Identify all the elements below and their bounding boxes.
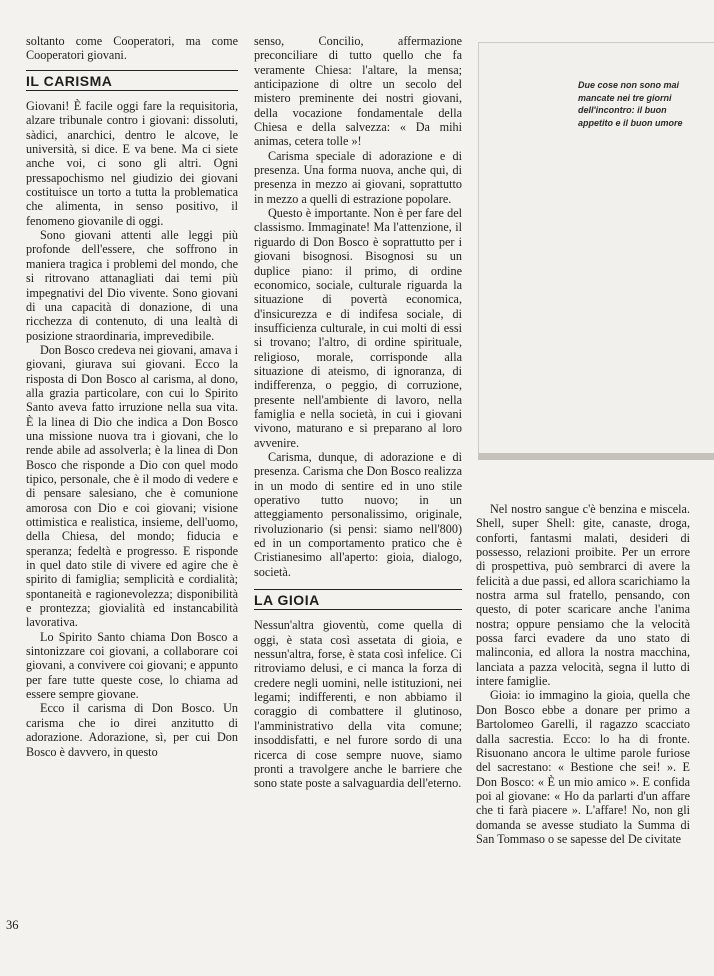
heading-la-gioia: LA GIOIA: [254, 589, 462, 610]
photo-caption: Due cose non sono mai mancate nei tre giorni dell'incontro: il buon appetito e il buon umore: [578, 80, 683, 128]
paragraph: Ecco il carisma di Don Bosco. Un carisma che io direi anzitutto di adorazione. Adorazione, sì, per cui Don Bosco è davvero, in questo: [26, 701, 238, 759]
column-middle: [254, 34, 462, 791]
paragraph: Nel nostro sangue c'è benzina e miscela. Shell, super Shell: gite, canaste, droga, conforti, fantasmi malati, desideri di possesso, relazioni proibite. Per un errore di prospettiva, può sembrarci di avere la felicità a due passi, ed allora scarichiamo la nostra arma sul fratello, pensando, con questo, di poter scaricare anche l'anima nostra; oppure pensiamo che la velocità possa farci evadere da uno stato di malinconia, ed allora la nostra macchina, lanciata a pazza velocità, segna il lutto di intere famiglie.: [476, 502, 690, 689]
paragraph: Gioia: io immagino la gioia, quella che Don Bosco ebbe a donare per primo a Bartolomeo Garelli, il ragazzo scacciato dalla sacrestia. Ecco: lo ha di fronte. Risuonano ancora le ultime parole furiose del sacrestano: « Bestione che sei! ». E Don Bosco: « È un mio amico ». E confida poi al giovane: « Ho da parlarti d'un affare che ti farà piacere ». L'affare! No, non gli domanda se avesse studiato la Summa di San Tommaso o se sapesse del De civitate: [476, 688, 690, 846]
paragraph: senso, Concilio, affermazione preconciliare di tutto quello che fa veramente Chiesa: l'altare, la mensa; anticipazione di oltre un secolo del mistero preminente dei nostri giovani, della vocazione fondamentale della Chiesa e della salvezza: « Da mihi animas, cetera tolle »!: [254, 34, 462, 149]
column-right: [476, 502, 690, 846]
page-number: 36: [6, 918, 19, 932]
paragraph: Giovani! È facile oggi fare la requisitoria, alzare tribunale contro i giovani: dissoluti, sàdici, anarchici, dentro le alcove, le università, si dice. E va bene. Ma ci siete anche voi, ci sono gli altri. Ogni pressapochismo nel giudizio dei giovani costituisce un torto a tutta la problematica che alimenta, in senso positivo, il fenomeno giovanile di oggi.: [26, 99, 238, 228]
intro-paragraph: soltanto come Cooperatori, ma come Cooperatori giovani.: [26, 34, 238, 63]
paragraph: Questo è importante. Non è per fare del classismo. Immaginate! Ma l'attenzione, il riguardo di Don Bosco è soprattutto per i giovani bisognosi. Bisognosi su un duplice piano: il primo, di ordine economico, sociale, culturale riguarda la situazione di povertà economica, d'insicurezza e di indifesa sociale, di insufficienza culturale, in cui molti di essi si trovano; l'altro, di ordine spirituale, religioso, morale, corrisponde alla situazione di ateismo, di ignoranza, di indifferenza, o peggio, di corruzione, presente nell'ambiente di lavoro, nella famiglia e nella società, in cui i giovani vivono, maturano e si preparano al loro avvenire.: [254, 206, 462, 450]
paragraph: Sono giovani attenti alle leggi più profonde dell'essere, che soffrono in maniera tragica i problemi del mondo, che si ritrovano attanagliati dai temi più impegnativi del Dio vivente. Sono giovani di una capacità di donazione, di una ricchezza di contenuto, di una lealtà di posizione straordinaria, imprevedibile.: [26, 228, 238, 343]
paragraph: Nessun'altra gioventù, come quella di oggi, è stata così assetata di gioia, e nessun'altra, forse, è stata così infelice. Ci ritroviamo delusi, e ci manca la forza di credere negli uomini, nelle istituzioni, nei legami; indifferenti, e non abbiamo il coraggio di combattere il glutinoso, l'amministrativo della vita comune; insoddisfatti, e nel furore sordo di una ricerca di cose sempre nuove, siamo pronti a travolgere anche le barriere che sono state poste a salvaguardia dell'eterno.: [254, 618, 462, 791]
paragraph: Lo Spirito Santo chiama Don Bosco a sintonizzare coi giovani, a collaborare coi giovani, a convivere coi giovani; e appunto per fare tutte queste cose, lo chiama ad essere sempre giovane.: [26, 629, 238, 702]
heading-il-carisma: IL CARISMA: [26, 70, 238, 91]
paragraph: Carisma, dunque, di adorazione e di presenza. Carisma che Don Bosco realizza in un modo di sentire ed in uno stile operativo tutto nuovo; in un atteggiamento personalissimo, originale, rivoluzionario (si pensi: siamo nell'800) ed in un comportamento pratico che è Cristianesimo all'aperto: gioia, dialogo, società.: [254, 449, 462, 579]
paragraph: Carisma speciale di adorazione e di presenza. Una forma nuova, anche qui, di presenza in mezzo ai giovani, soprattutto in mezzo a quelli di estrazione popolare.: [254, 148, 462, 206]
column-left: [26, 34, 238, 759]
paragraph: Don Bosco credeva nei giovani, amava i giovani, giurava sui giovani. Ecco la risposta di Don Bosco al carisma, al dono, alla grazia particolare, con cui lo Spirito Santo aveva fatto irruzione nella sua vita. È la linea di Dio che indica a Don Bosco una missione nuova tra i giovani, che lo rende abile ad assolverla; è la linea di Don Bosco che risponde a Dio con quel modo tipico, personale, che è il modo di vedere e di pensare salesiano, che è comunione amorosa con Dio e coi giovani; visione ottimistica e realistica, insieme, dell'uomo, della Chiesa, del mondo; fiducia e speranza; fedeltà e progresso. E risponde in quel dato stile di vivere ed agire che è spirito di famiglia; semplicità e cordialità; spontaneità e ragionevolezza; disponibilità e prontezza; giovialità ed instancabilità lavorativa.: [26, 342, 238, 630]
